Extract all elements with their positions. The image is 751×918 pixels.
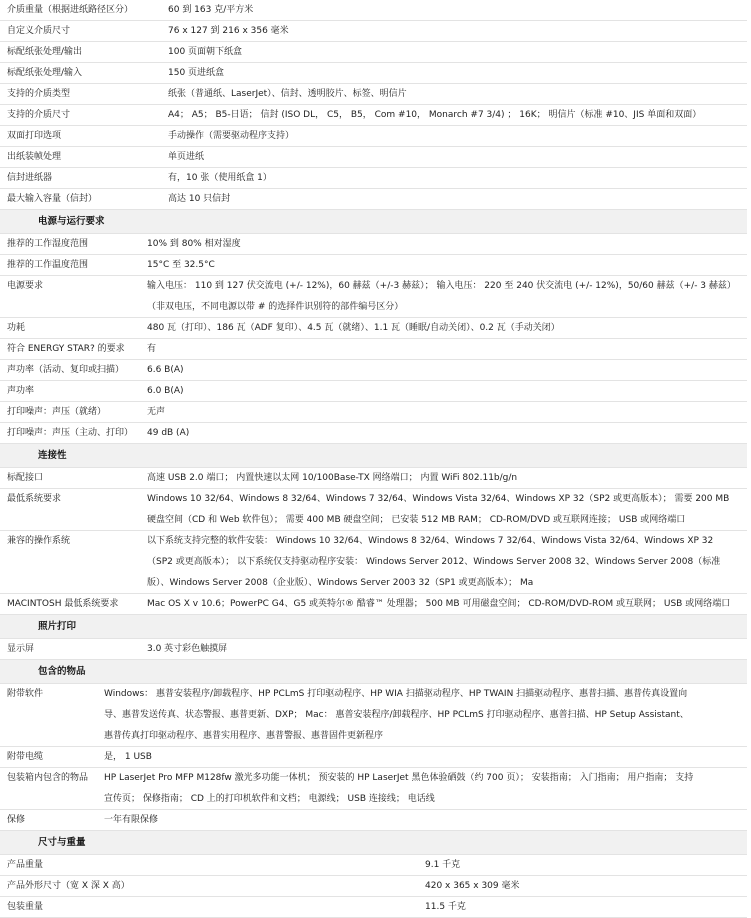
spec-row [0, 768, 747, 810]
section-header [0, 615, 747, 639]
spec-key: 信封进纸器 [7, 173, 53, 183]
spec-row [0, 684, 747, 747]
spec-row [0, 42, 747, 63]
spec-row [0, 468, 747, 489]
spec-key: 包装箱内包含的物品 [7, 773, 89, 783]
spec-key: 打印噪声：声压（主动、打印） [7, 428, 134, 438]
spec-value: 420 x 365 x 309 毫米 [425, 881, 520, 891]
spec-value: 单页进纸 [168, 152, 205, 162]
spec-key: 保修 [7, 815, 26, 825]
spec-key: 最低系统要求 [7, 494, 62, 504]
spec-value: Windows 10 32/64、Windows 8 32/64、Windows 7 32/64、Windows Vista 32/64、Windows XP 32（SP2 或更高版本）； 需要 200 MB 硬盘空间（CD 和 Web 软件包）； 需要 400 MB 硬盘空间； 已安装 512 MB RAM； CD-ROM/DVD 或互联网连接； USB 或网络端口 [147, 494, 730, 525]
spec-row [0, 594, 747, 615]
spec-key: 兼容的操作系统 [7, 536, 71, 546]
spec-row [0, 339, 747, 360]
spec-value: 6.0 B(A) [147, 386, 184, 396]
spec-row [0, 168, 747, 189]
spec-row [0, 855, 747, 876]
spec-row [0, 84, 747, 105]
spec-row [0, 639, 747, 660]
spec-key: 最大输入容量（信封） [7, 194, 98, 204]
spec-value: 6.6 B(A) [147, 365, 184, 375]
spec-row [0, 255, 747, 276]
spec-key: 支持的介质类型 [7, 89, 71, 99]
spec-row [0, 381, 747, 402]
spec-value: 有，10 张（使用纸盒 1） [168, 173, 272, 183]
spec-key: 电源要求 [7, 281, 44, 291]
spec-value: 输入电压： 110 到 127 伏交流电 (+/- 12%)，60 赫兹（+/-3 赫兹）； 输入电压： 220 至 240 伏交流电 (+/- 12%)，50/60 赫兹（+/- 3 赫兹）（非双电压，不同电源以带 # 的选择件识别符的部件编号区分） [147, 281, 736, 312]
spec-value: 49 dB (A) [147, 428, 190, 438]
spec-value: 9.1 千克 [425, 860, 461, 870]
spec-value: 10% 到 80% 相对湿度 [147, 239, 241, 249]
spec-value: 60 到 163 克/平方米 [168, 5, 254, 15]
spec-key: 自定义介质尺寸 [7, 26, 71, 36]
spec-key: 介质重量（根据进纸路径区分） [7, 5, 134, 15]
spec-key: 推荐的工作湿度范围 [7, 239, 89, 249]
spec-value: 15°C 至 32.5°C [147, 260, 215, 270]
spec-value: Windows： 惠普安装程序/卸载程序、HP PCLmS 打印驱动程序、HP WIA 扫描驱动程序、HP TWAIN 扫描驱动程序、惠普扫描、惠普传真设置向导、惠普发送传真、状态警报、惠普更新、DXP； Mac： 惠普安装程序/卸载程序、HP PCLmS 打印驱动程序、惠普扫描、HP Setup Assistant、惠普传真打印驱动程序、惠普实用程序、惠普警报、惠普固件更新程序 [104, 689, 689, 741]
section-title: 连接性 [38, 450, 67, 461]
spec-value: 高速 USB 2.0 端口； 内置快速以太网 10/100Base-TX 网络端口； 内置 WiFi 802.11b/g/n [147, 473, 518, 483]
spec-key: 标配纸张处理/输入 [7, 68, 83, 78]
spec-value: 150 页进纸盒 [168, 68, 225, 78]
spec-value: 无声 [147, 407, 166, 417]
spec-key: 推荐的工作温度范围 [7, 260, 89, 270]
section-header [0, 444, 747, 468]
spec-key: 打印噪声：声压（就绪） [7, 407, 107, 417]
spec-value: 76 x 127 到 216 x 356 毫米 [168, 26, 289, 36]
spec-key: 附带电缆 [7, 752, 44, 762]
spec-value: 100 页面朝下纸盒 [168, 47, 243, 57]
spec-key: 显示屏 [7, 644, 35, 654]
spec-row [0, 531, 747, 594]
section-title: 电源与运行要求 [38, 216, 105, 227]
spec-row [0, 489, 747, 531]
spec-value: 是， 1 USB [104, 752, 152, 762]
spec-key: 附带软件 [7, 689, 44, 699]
spec-row [0, 189, 747, 210]
spec-value: 480 瓦（打印）、186 瓦（ADF 复印）、4.5 瓦（就绪）、1.1 瓦（睡眠/自动关闭）、0.2 瓦（手动关闭） [147, 323, 560, 333]
spec-value: 3.0 英寸彩色触摸屏 [147, 644, 228, 654]
spec-row [0, 747, 747, 768]
spec-value: 有 [147, 344, 157, 354]
spec-key: 产品外形尺寸（宽 X 深 X 高） [7, 881, 130, 891]
spec-row [0, 810, 747, 831]
spec-value: 一年有限保修 [104, 815, 159, 825]
spec-row [0, 360, 747, 381]
spec-row [0, 21, 747, 42]
spec-value: 以下系统支持完整的软件安装： Windows 10 32/64、Windows 8 32/64、Windows 7 32/64、Windows Vista 32/64、Windows XP 32（SP2 或更高版本）； 以下系统仅支持驱动程序安装： Windows Server 2012、Windows Server 2008 32、Windows Server 2008（标准版）、Windows Server 2008（企业版）、Windows Server 2003 32（SP1 或更高版本）； Ma [147, 536, 721, 588]
spec-row [0, 318, 747, 339]
section-title: 包含的物品 [38, 666, 86, 677]
spec-row [0, 105, 747, 126]
spec-key: 支持的介质尺寸 [7, 110, 71, 120]
spec-row [0, 423, 747, 444]
spec-key: 声功率 [7, 386, 35, 396]
spec-row [0, 0, 747, 21]
spec-value: HP LaserJet Pro MFP M128fw 激光多功能一体机； 预安装的 HP LaserJet 黑色体验硒鼓（约 700 页）； 安装指南； 入门指南； 用户指南； 支持宣传页； 保修指南； CD 上的打印机软件和文档； 电源线； USB 连接线； 电话线 [104, 773, 694, 804]
section-header [0, 210, 747, 234]
spec-key: 符合 ENERGY STAR? 的要求 [7, 344, 125, 354]
spec-value: 高达 10 只信封 [168, 194, 231, 204]
spec-row [0, 402, 747, 423]
spec-row [0, 276, 747, 318]
spec-key: 产品重量 [7, 860, 44, 870]
spec-value: Mac OS X v 10.6；PowerPC G4、G5 或英特尔® 酷睿™ 处理器； 500 MB 可用磁盘空间； CD-ROM/DVD-ROM 或互联网； USB 或网络端口 [147, 599, 731, 609]
spec-key: 包装重量 [7, 902, 44, 912]
spec-row [0, 897, 747, 918]
spec-row [0, 63, 747, 84]
spec-row [0, 126, 747, 147]
spec-key: 标配纸张处理/输出 [7, 47, 83, 57]
section-title: 照片打印 [38, 621, 77, 632]
spec-key: 双面打印选项 [7, 131, 62, 141]
spec-value: 纸张（普通纸、LaserJet）、信封、透明胶片、标签、明信片 [168, 89, 407, 99]
spec-value: A4； A5； B5-日语； 信封 (ISO DL， C5， B5， Com #10， Monarch #7 3/4) ； 16K； 明信片（标准 #10、JIS 单面和双面） [168, 110, 702, 120]
spec-key: 出纸装帧处理 [7, 152, 62, 162]
spec-key: 标配接口 [7, 473, 44, 483]
spec-key: 声功率（活动、复印或扫描） [7, 365, 125, 375]
spec-value: 11.5 千克 [425, 902, 466, 912]
spec-value: 手动操作（需要驱动程序支持） [168, 131, 295, 141]
section-header [0, 831, 747, 855]
section-title: 尺寸与重量 [38, 837, 86, 848]
spec-key: 功耗 [7, 323, 26, 333]
spec-row [0, 234, 747, 255]
section-header [0, 660, 747, 684]
spec-row [0, 876, 747, 897]
spec-key: MACINTOSH 最低系统要求 [7, 599, 119, 609]
spec-row [0, 147, 747, 168]
